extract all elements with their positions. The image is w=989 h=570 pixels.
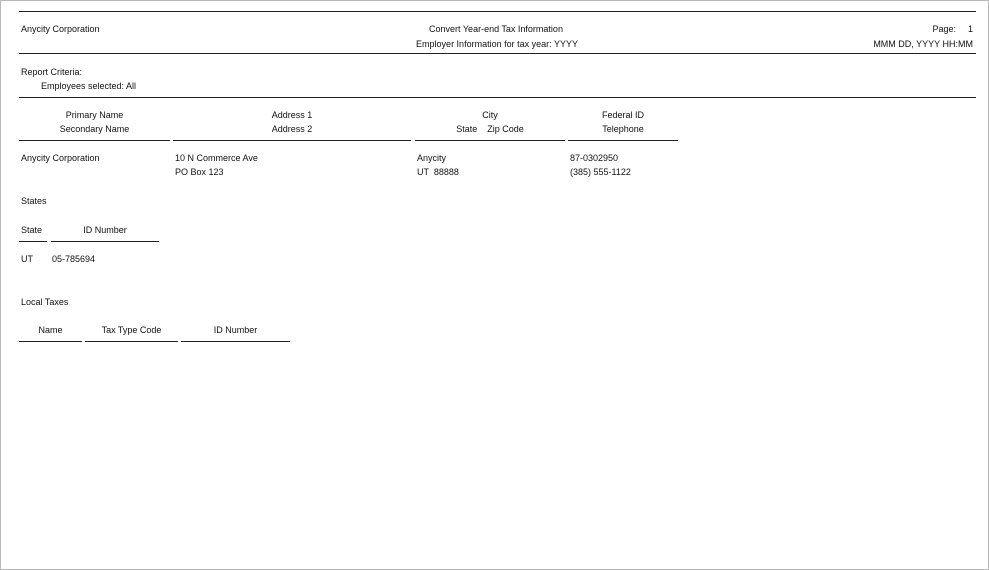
employer-state-zip: UT 88888 — [417, 167, 459, 177]
col-name-underline — [19, 140, 170, 141]
states-col-state-underline — [19, 241, 47, 242]
report-subtitle: Employer Information for tax year: YYYY — [416, 39, 578, 49]
employer-telephone: (385) 555-1122 — [570, 167, 631, 177]
col-state-zip: State Zip Code — [456, 124, 524, 134]
col-federal-id: Federal ID — [601, 110, 645, 120]
header-rule — [19, 53, 976, 54]
employer-federal-id: 87-0302950 — [570, 153, 619, 163]
employer-name: Anycity Corporation — [21, 153, 100, 163]
employer-address2: PO Box 123 — [175, 167, 224, 177]
local-col-type: Tax Type Code — [101, 325, 162, 335]
col-federal-underline — [568, 140, 678, 141]
local-col-id: ID Number — [213, 325, 258, 335]
col-primary-name: Primary Name — [65, 110, 124, 120]
local-col-name: Name — [38, 325, 63, 335]
states-col-id: ID Number — [83, 225, 127, 235]
col-city: City — [482, 110, 498, 120]
local-col-id-underline — [181, 341, 290, 342]
state-row-id: 05-785694 — [52, 254, 96, 264]
report-title: Convert Year-end Tax Information — [429, 24, 563, 34]
states-col-state: State — [21, 225, 43, 235]
employer-address1: 10 N Commerce Ave — [175, 153, 258, 163]
criteria-employees: Employees selected: All — [41, 81, 137, 91]
company-name: Anycity Corporation — [21, 24, 100, 34]
page-number: 1 — [967, 24, 973, 34]
report-datetime: MMM DD, YYYY HH:MM — [873, 39, 973, 49]
criteria-rule — [19, 97, 976, 98]
employer-city: Anycity — [417, 153, 447, 163]
col-address2: Address 2 — [271, 124, 313, 134]
local-col-name-underline — [19, 341, 82, 342]
local-col-type-underline — [85, 341, 178, 342]
col-address1: Address 1 — [271, 110, 313, 120]
states-col-id-underline — [51, 241, 159, 242]
criteria-heading: Report Criteria: — [21, 67, 83, 77]
local-taxes-heading: Local Taxes — [21, 297, 69, 307]
states-heading: States — [21, 196, 47, 206]
top-rule — [19, 11, 976, 12]
col-address-underline — [173, 140, 411, 141]
col-secondary-name: Secondary Name — [59, 124, 130, 134]
col-city-underline — [415, 140, 565, 141]
page-label: Page: — [932, 24, 956, 34]
col-telephone: Telephone — [602, 124, 644, 134]
state-row-code: UT — [21, 254, 33, 264]
